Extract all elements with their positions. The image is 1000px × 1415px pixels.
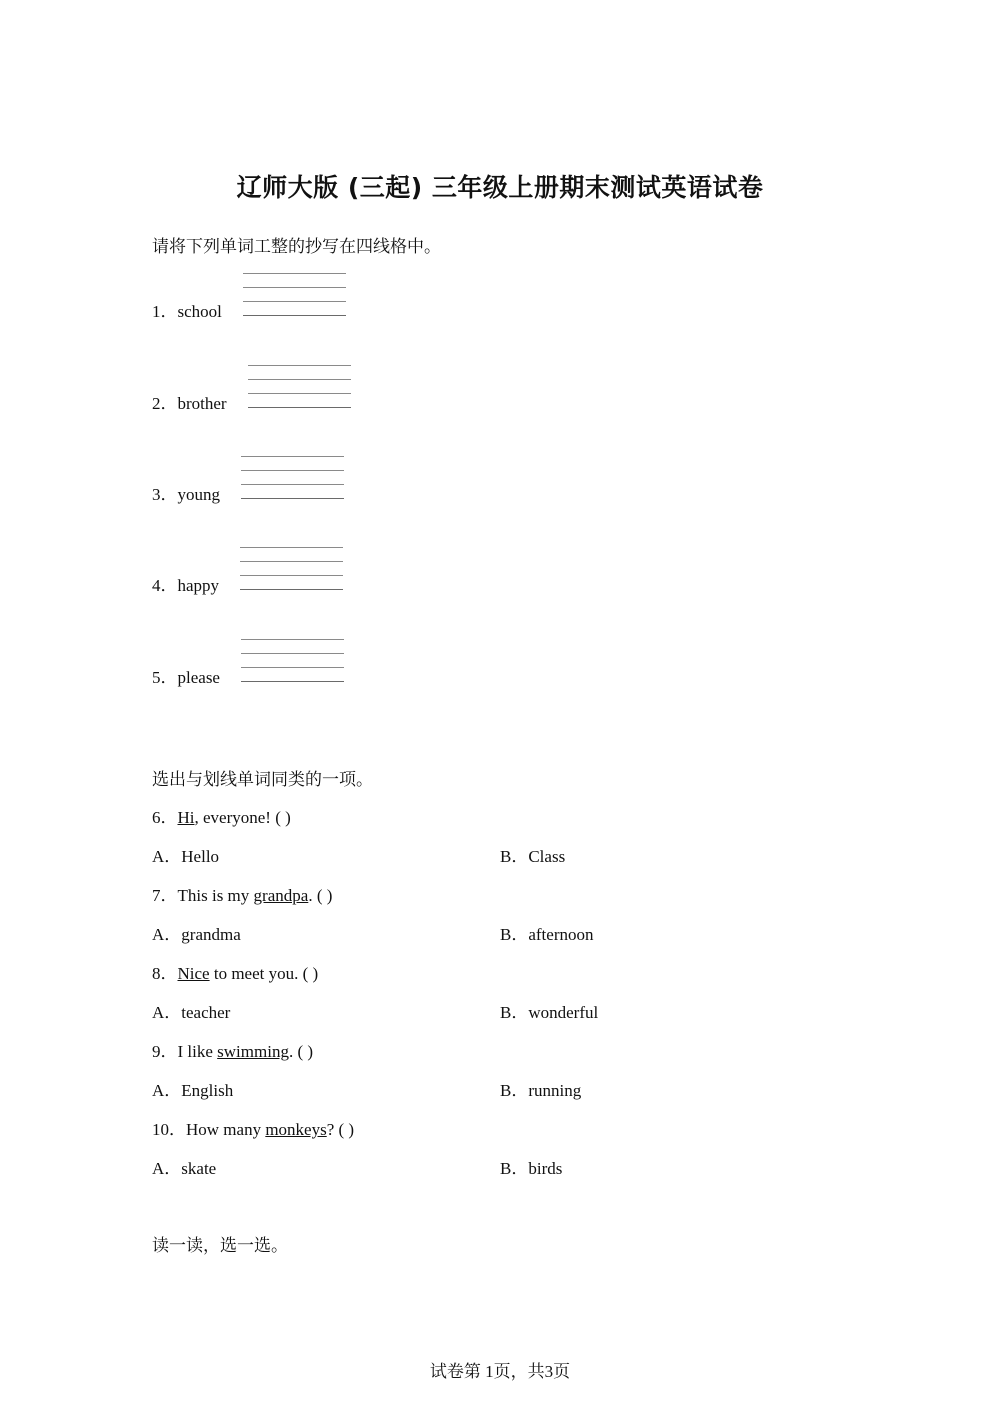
question-text: . ( ) [288, 1042, 314, 1061]
question-text: to meet you. ( ) [209, 964, 319, 983]
question-text: This is my [177, 886, 254, 905]
item-number: 3． [152, 485, 178, 504]
item-number: 1． [152, 302, 178, 321]
option-text: skate [181, 1159, 217, 1178]
item-word: brother [177, 394, 227, 413]
item-word: school [177, 302, 222, 321]
four-line-grid[interactable] [243, 273, 346, 317]
item-word: young [177, 485, 220, 504]
option-label: A． [152, 925, 182, 944]
question-text: . ( ) [308, 886, 333, 905]
section-instruction-copy: 请将下列单词工整的抄写在四线格中。 [152, 237, 441, 257]
question-text: How many [186, 1120, 266, 1139]
item-number: 2． [152, 394, 178, 413]
option-text: English [181, 1081, 234, 1100]
option-a[interactable] [152, 998, 230, 1023]
option-text: grandma [181, 925, 241, 944]
option-a[interactable] [152, 1076, 233, 1101]
option-label: B． [500, 847, 529, 866]
question-text: I like [177, 1042, 218, 1061]
four-line-grid[interactable] [240, 547, 343, 591]
option-text: teacher [181, 1003, 231, 1022]
option-b[interactable] [500, 842, 565, 867]
option-b[interactable] [500, 1154, 562, 1179]
option-b[interactable] [500, 998, 598, 1023]
item-word: happy [177, 576, 220, 595]
option-label: A． [152, 847, 182, 866]
section-instruction-classify: 选出与划线单词同类的一项。 [152, 770, 373, 790]
page-footer: 试卷第 1页，共3页 [429, 1362, 571, 1381]
option-label: B． [500, 1003, 529, 1022]
item-word: please [177, 668, 220, 687]
option-label: A． [152, 1081, 182, 1100]
question-7 [152, 881, 332, 906]
option-text: Class [528, 847, 566, 866]
question-number: 6． [152, 808, 178, 827]
question-text: , everyone! ( ) [194, 808, 291, 827]
underlined-word: monkeys [265, 1120, 327, 1139]
option-b[interactable] [500, 920, 593, 945]
page-title: 辽师大版 (三起) 三年级上册期末测试英语试卷 [236, 173, 764, 202]
section-instruction-read: 读一读，选一选。 [152, 1236, 288, 1256]
option-a[interactable] [152, 1154, 216, 1179]
question-number: 8． [152, 964, 178, 983]
four-line-grid[interactable] [241, 639, 344, 683]
underlined-word: Nice [177, 964, 210, 983]
option-label: B． [500, 1081, 529, 1100]
question-6 [152, 803, 291, 828]
question-8 [152, 959, 318, 984]
option-b[interactable] [500, 1076, 581, 1101]
underlined-word: swimming [217, 1042, 289, 1061]
question-9 [152, 1037, 313, 1062]
copy-item-1 [152, 297, 222, 322]
four-line-grid[interactable] [241, 456, 344, 500]
copy-item-5 [152, 663, 220, 688]
item-number: 4． [152, 576, 178, 595]
option-text: birds [528, 1159, 563, 1178]
option-label: B． [500, 925, 529, 944]
copy-item-4 [152, 571, 219, 596]
question-number: 10． [152, 1120, 186, 1139]
question-text: ? ( ) [326, 1120, 355, 1139]
option-text: Hello [181, 847, 220, 866]
copy-item-2 [152, 389, 227, 414]
option-label: A． [152, 1159, 182, 1178]
underlined-word: grandpa [253, 886, 309, 905]
option-text: running [528, 1081, 582, 1100]
option-text: afternoon [528, 925, 594, 944]
option-label: A． [152, 1003, 182, 1022]
question-number: 7． [152, 886, 178, 905]
question-10 [152, 1115, 354, 1140]
option-label: B． [500, 1159, 529, 1178]
item-number: 5． [152, 668, 178, 687]
option-a[interactable] [152, 842, 219, 867]
question-number: 9． [152, 1042, 178, 1061]
underlined-word: Hi [177, 808, 195, 827]
four-line-grid[interactable] [248, 365, 351, 409]
copy-item-3 [152, 480, 220, 505]
option-text: wonderful [528, 1003, 599, 1022]
option-a[interactable] [152, 920, 241, 945]
